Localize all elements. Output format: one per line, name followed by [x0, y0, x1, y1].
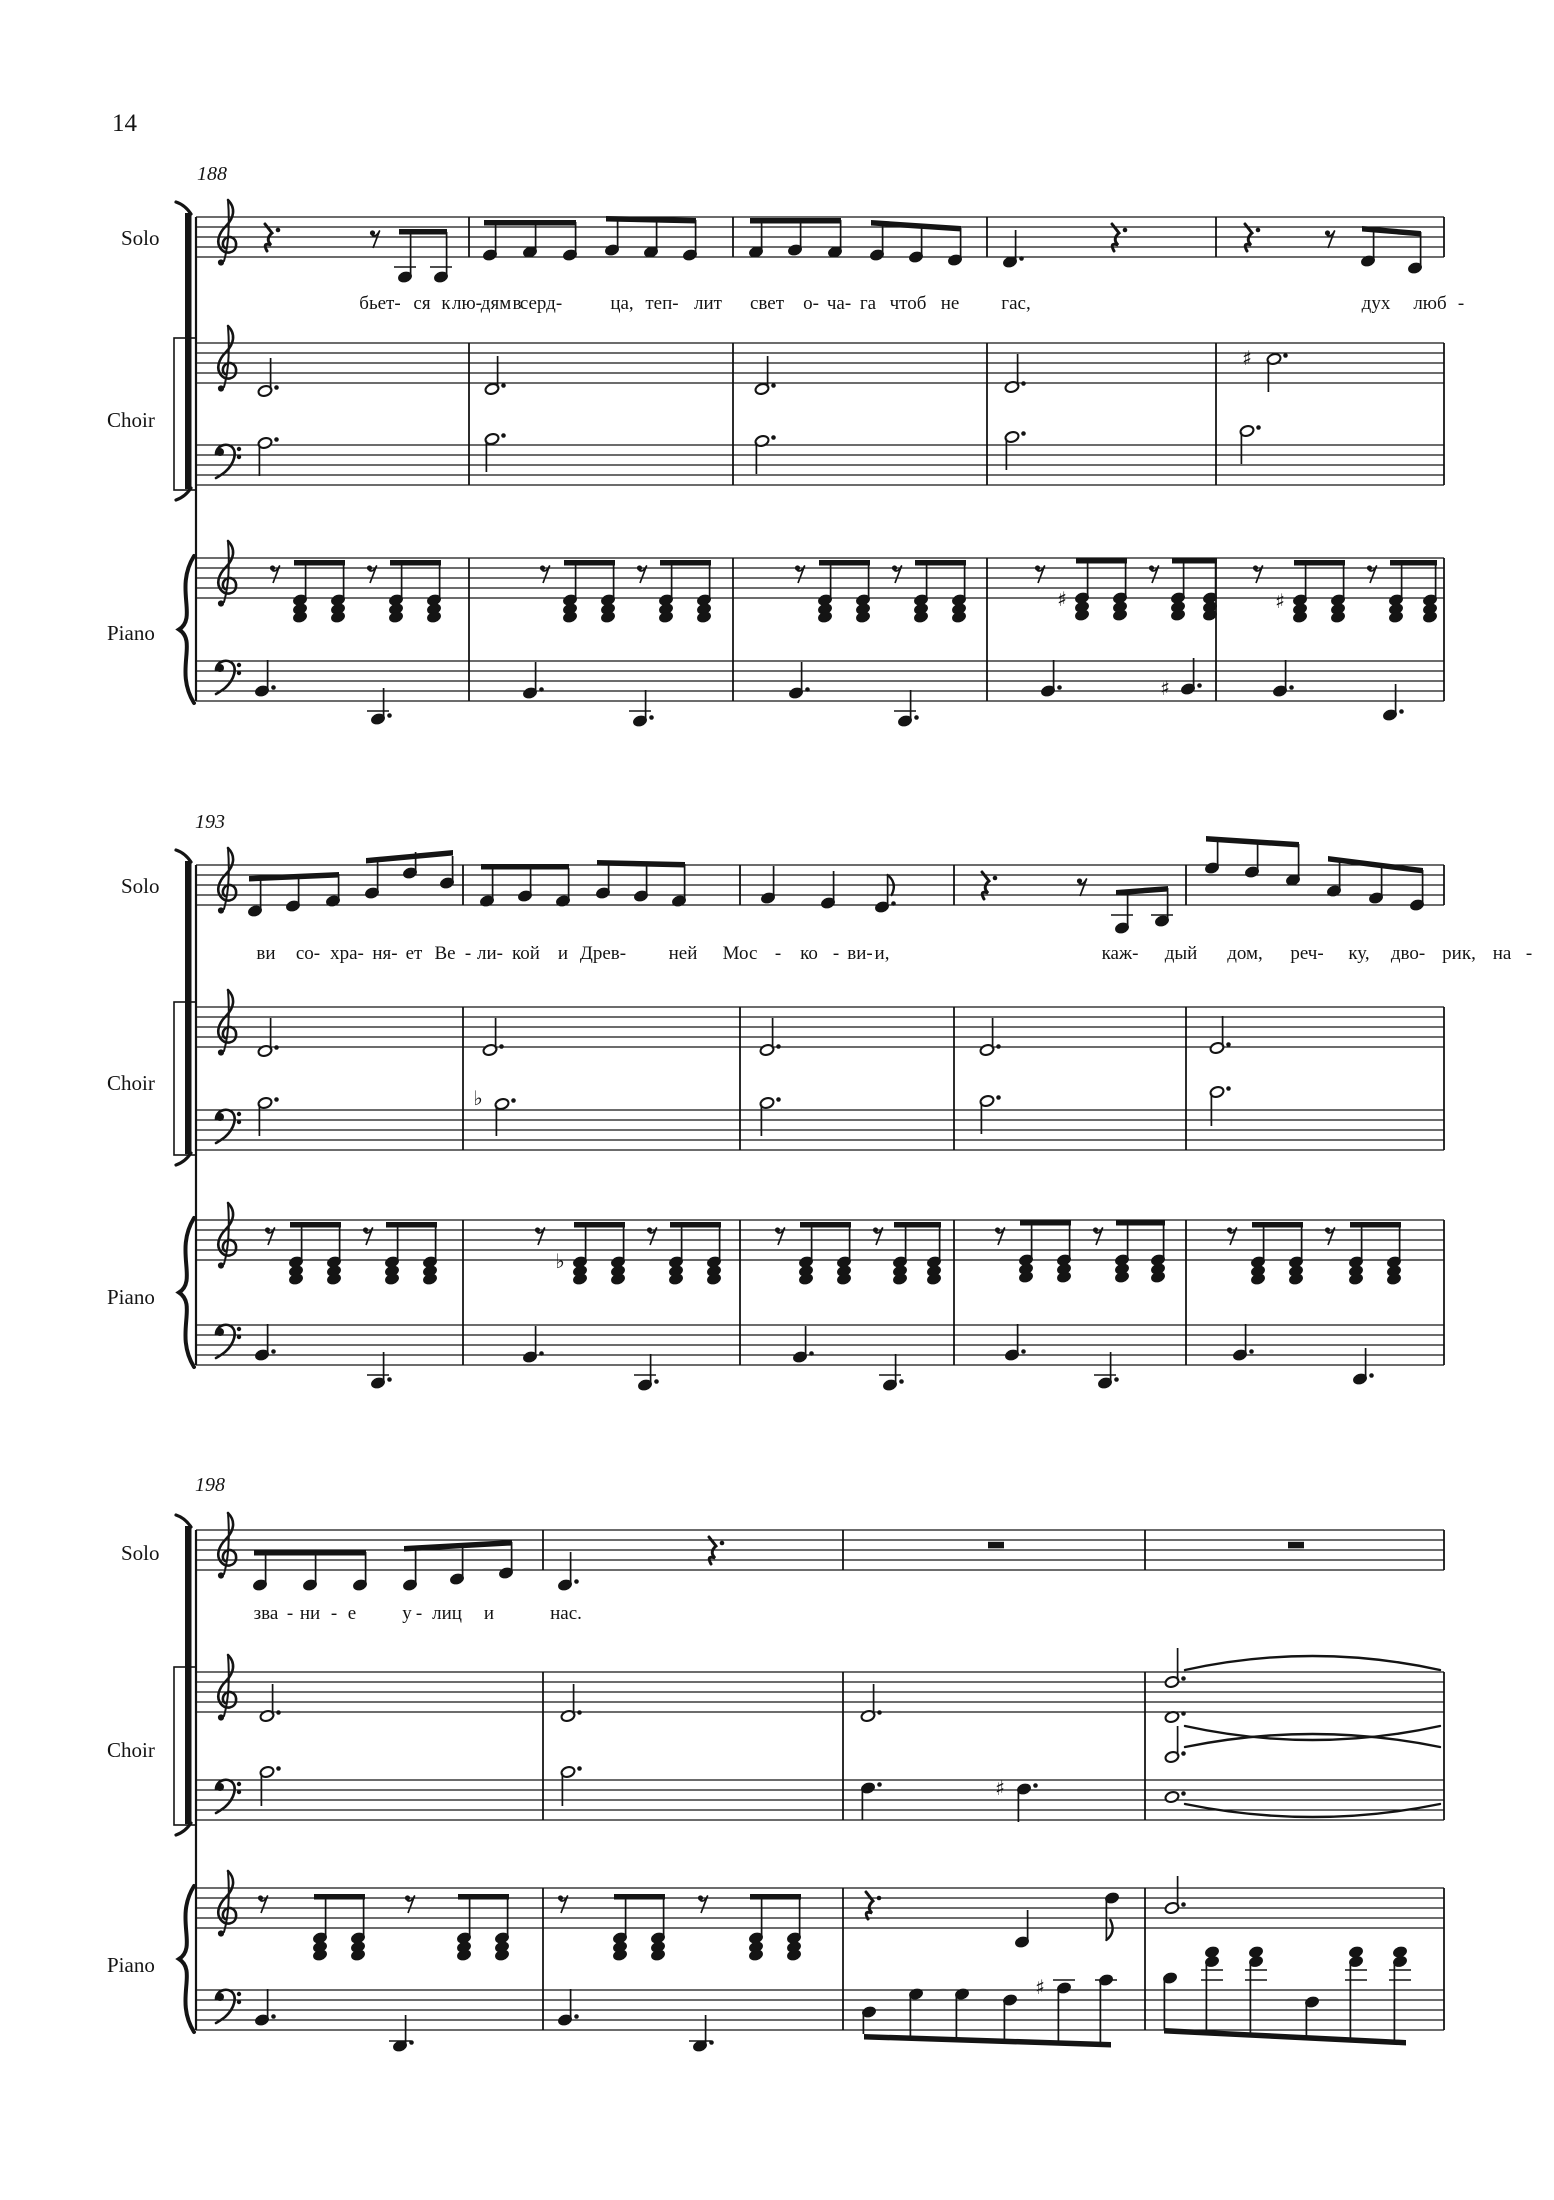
- lyric-syllable: люб: [1413, 293, 1447, 314]
- lyric-syllable: бьет-: [359, 293, 401, 314]
- lyric-syllable: к: [441, 293, 451, 314]
- staff-label-choir-2: Choir: [107, 1071, 155, 1095]
- lyric-syllable: хра-: [330, 943, 364, 964]
- staff-label-solo-1: Solo: [121, 226, 160, 250]
- lyric-syllable: о-: [803, 293, 819, 314]
- svg-text:♭: ♭: [473, 1086, 483, 1110]
- lyric-syllable: гас,: [1001, 293, 1031, 314]
- lyric-syllable: -: [415, 1603, 423, 1624]
- lyric-syllable: га: [859, 293, 877, 314]
- lyric-syllable: дый: [1164, 943, 1198, 964]
- svg-text:♯: ♯: [995, 1776, 1005, 1800]
- lyric-syllable: ца,: [610, 293, 634, 314]
- lyric-syllable: и,: [874, 943, 890, 964]
- lyric-syllable: теп-: [645, 293, 679, 314]
- lyric-syllable: лю-: [451, 293, 483, 314]
- svg-text:♯: ♯: [1035, 1975, 1045, 1999]
- svg-text:♯: ♯: [1242, 346, 1252, 370]
- lyric-syllable: рик,: [1442, 943, 1476, 964]
- lyric-syllable: -: [1457, 293, 1465, 314]
- lyric-syllable: лит: [694, 293, 722, 314]
- lyric-syllable: дво-: [1390, 943, 1426, 964]
- lyric-syllable: -: [464, 943, 472, 964]
- lyric-syllable: зва: [253, 1603, 279, 1624]
- lyric-syllable: свет: [749, 293, 785, 314]
- lyric-syllable: Ве: [434, 943, 456, 964]
- lyric-syllable: ку,: [1348, 943, 1370, 964]
- page-number: 14: [112, 110, 137, 137]
- lyric-syllable: реч-: [1290, 943, 1324, 964]
- staff-label-solo-2: Solo: [121, 874, 160, 898]
- svg-text:♭: ♭: [555, 1249, 565, 1273]
- svg-text:♯: ♯: [1057, 587, 1067, 611]
- lyric-syllable: лиц: [432, 1603, 462, 1624]
- lyric-syllable: ли-: [477, 943, 503, 964]
- lyric-syllable: е: [347, 1603, 357, 1624]
- staff-label-piano-1: Piano: [107, 621, 155, 645]
- lyric-syllable: и: [557, 943, 569, 964]
- svg-text:♯: ♯: [1275, 589, 1285, 613]
- lyric-syllable: -: [774, 943, 782, 964]
- lyric-syllable: -: [1525, 943, 1533, 964]
- lyric-syllable: кой: [512, 943, 540, 964]
- lyric-syllable: чтоб: [889, 293, 927, 314]
- lyric-syllable: дух: [1361, 293, 1391, 314]
- lyric-syllable: ви: [256, 943, 276, 964]
- lyric-syllable: -: [832, 943, 840, 964]
- measure-number-188: 188: [197, 163, 227, 185]
- lyric-syllable: нас.: [550, 1603, 582, 1624]
- lyric-syllable: каж-: [1101, 943, 1139, 964]
- measure-number-193: 193: [195, 811, 225, 833]
- lyric-syllable: ня-: [372, 943, 398, 964]
- lyric-syllable: ко: [800, 943, 818, 964]
- measure-number-198: 198: [195, 1474, 225, 1496]
- lyric-syllable: Мос: [722, 943, 758, 964]
- lyric-syllable: и: [483, 1603, 495, 1624]
- lyric-syllable: дям: [480, 293, 512, 314]
- lyric-syllable: -: [330, 1603, 338, 1624]
- staff-label-piano-2: Piano: [107, 1285, 155, 1309]
- lyric-syllable: ней: [668, 943, 698, 964]
- lyric-syllable: ни: [299, 1603, 321, 1624]
- staff-label-solo-3: Solo: [121, 1541, 160, 1565]
- lyric-syllable: ча-: [826, 293, 852, 314]
- lyric-syllable: со-: [295, 943, 321, 964]
- lyric-syllable: не: [940, 293, 960, 314]
- lyric-syllable: ся: [413, 293, 431, 314]
- lyric-syllable: -: [286, 1603, 294, 1624]
- staff-label-piano-3: Piano: [107, 1953, 155, 1977]
- lyric-syllable: у: [402, 1603, 412, 1624]
- lyric-syllable: ви-: [847, 943, 873, 964]
- lyric-syllable: дом,: [1227, 943, 1263, 964]
- staff-label-choir-3: Choir: [107, 1738, 155, 1762]
- lyric-syllable: ет: [405, 943, 423, 964]
- svg-text:♯: ♯: [1160, 676, 1170, 700]
- staff-label-choir-1: Choir: [107, 408, 155, 432]
- lyric-syllable: в: [512, 293, 522, 314]
- lyric-syllable: Древ-: [579, 943, 627, 964]
- lyric-syllable: на: [1492, 943, 1512, 964]
- lyric-syllable: серд-: [519, 293, 563, 314]
